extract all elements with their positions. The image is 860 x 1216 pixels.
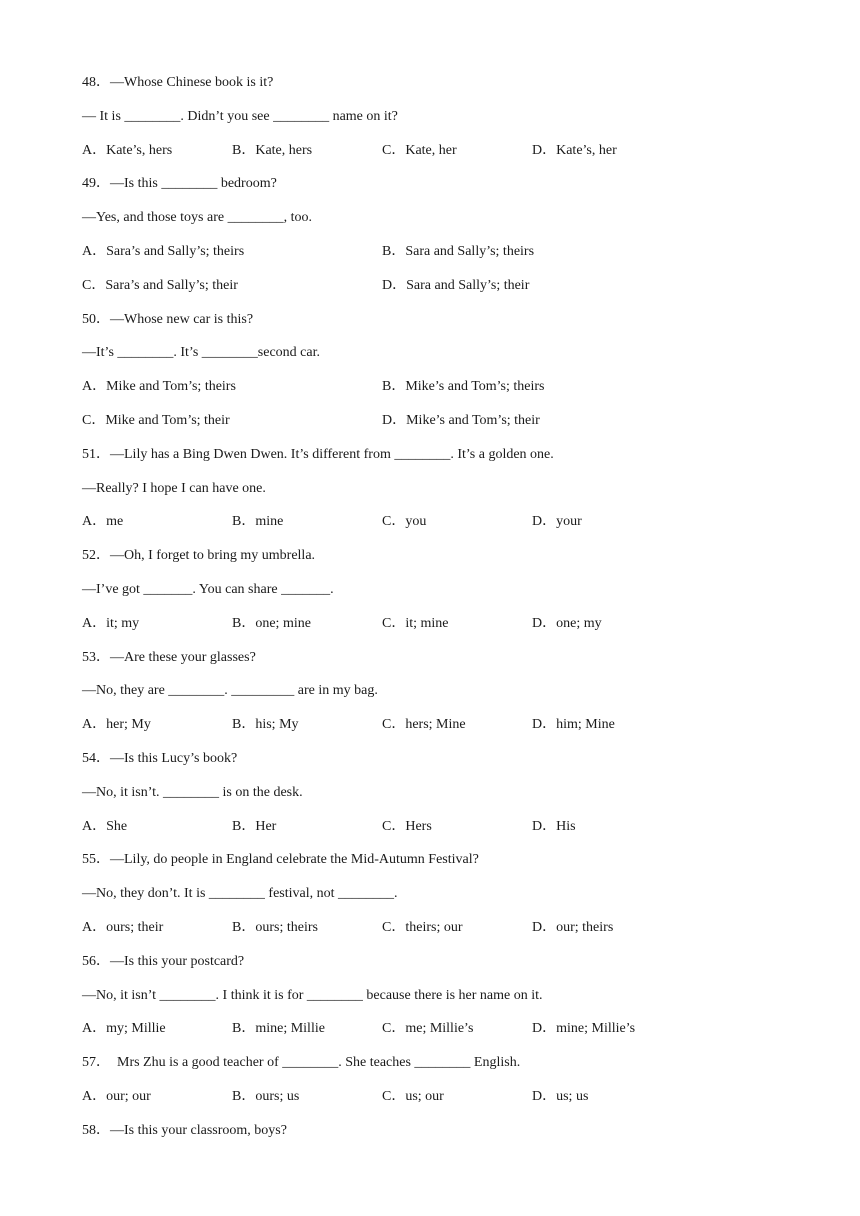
question-block <box>82 444 782 545</box>
question-number: 55． <box>82 852 110 868</box>
answer-option[interactable]: D．Sara and Sally’s; their <box>382 277 530 293</box>
answer-option[interactable]: A．my; Millie <box>82 1021 166 1037</box>
options-row <box>82 714 782 748</box>
question-number: 50． <box>82 311 110 327</box>
question-number: 54． <box>82 750 110 766</box>
question-stem-text: —Is this your postcard? <box>110 953 245 969</box>
question-number: 52． <box>82 548 110 564</box>
answer-option[interactable]: B．Her <box>232 818 277 834</box>
answer-option[interactable]: A．our; our <box>82 1088 151 1104</box>
exercise-page <box>82 72 782 1154</box>
options-row <box>82 410 782 444</box>
answer-option[interactable]: C．Mike and Tom’s; their <box>82 412 230 428</box>
question-stem <box>82 72 782 106</box>
answer-option[interactable]: A．Kate’s, hers <box>82 142 173 158</box>
question-block <box>82 173 782 308</box>
question-reply: —Really? I hope I can have one. <box>82 480 266 496</box>
answer-option[interactable]: C．Kate, her <box>382 142 457 158</box>
question-stem-text: —Are these your glasses? <box>110 649 256 665</box>
options-row <box>82 376 782 410</box>
answer-option[interactable]: A．Mike and Tom’s; theirs <box>82 379 236 395</box>
question-stem <box>82 849 782 883</box>
question-reply: —No, they are ________. _________ are in my bag. <box>82 683 378 699</box>
question-stem-text: —Whose Chinese book is it? <box>110 75 274 90</box>
answer-option[interactable]: D．mine; Millie’s <box>532 1021 636 1037</box>
answer-option[interactable]: A．me <box>82 514 124 530</box>
answer-option[interactable]: A．it; my <box>82 615 140 631</box>
answer-option[interactable]: D．him; Mine <box>532 717 615 733</box>
question-number: 48． <box>82 75 110 90</box>
question-number: 53． <box>82 649 110 665</box>
question-reply: — It is ________. Didn’t you see ________ name on it? <box>82 108 398 124</box>
answer-option[interactable]: B．his; My <box>232 717 299 733</box>
question-block <box>82 1120 782 1154</box>
question-reply: —No, it isn’t. ________ is on the desk. <box>82 784 303 800</box>
answer-option[interactable]: D．Mike’s and Tom’s; their <box>382 412 540 428</box>
question-stem <box>82 545 782 579</box>
question-block <box>82 849 782 950</box>
answer-option[interactable]: C．theirs; our <box>382 919 463 935</box>
options-row <box>82 1086 782 1120</box>
question-block <box>82 1052 782 1120</box>
question-stem-text: —Lily, do people in England celebrate the Mid-Autumn Festival? <box>110 852 479 868</box>
question-stem <box>82 309 782 343</box>
question-stem-text: —Lily has a Bing Dwen Dwen. It’s different from ________. It’s a golden one. <box>110 446 554 462</box>
options-row <box>82 1018 782 1052</box>
answer-option[interactable]: B．Mike’s and Tom’s; theirs <box>382 379 545 395</box>
question-block <box>82 951 782 1052</box>
question-number: 58． <box>82 1122 110 1138</box>
question-block <box>82 545 782 646</box>
answer-option[interactable]: B．ours; us <box>232 1088 300 1104</box>
question-block <box>82 748 782 849</box>
answer-option[interactable]: B．mine; Millie <box>232 1021 325 1037</box>
options-row <box>82 241 782 275</box>
question-stem <box>82 748 782 782</box>
answer-option[interactable]: A．Sara’s and Sally’s; theirs <box>82 243 245 259</box>
answer-option[interactable]: C．me; Millie’s <box>382 1021 474 1037</box>
question-stem-text: —Is this your classroom, boys? <box>110 1122 287 1138</box>
answer-option[interactable]: B．ours; theirs <box>232 919 318 935</box>
answer-option[interactable]: C．us; our <box>382 1088 444 1104</box>
answer-option[interactable]: B．Kate, hers <box>232 142 313 158</box>
question-stem-text: —Oh, I forget to bring my umbrella. <box>110 548 316 564</box>
question-reply: —It’s ________. It’s ________second car. <box>82 345 320 361</box>
options-row <box>82 140 782 174</box>
options-row <box>82 917 782 951</box>
question-stem <box>82 1120 782 1154</box>
answer-option[interactable]: D．Kate’s, her <box>532 142 617 158</box>
answer-option[interactable]: A．ours; their <box>82 919 164 935</box>
question-stem <box>82 173 782 207</box>
options-row <box>82 275 782 309</box>
question-stem <box>82 951 782 985</box>
options-row <box>82 613 782 647</box>
question-reply: —I’ve got _______. You can share _______. <box>82 581 334 597</box>
question-reply: —No, they don’t. It is ________ festival, not ________. <box>82 886 398 902</box>
question-number: 56． <box>82 953 110 969</box>
question-block <box>82 309 782 444</box>
question-number: 57． <box>82 1055 110 1071</box>
question-reply: —No, it isn’t ________. I think it is for ________ because there is her name on it. <box>82 987 543 1003</box>
answer-option[interactable]: C．Sara’s and Sally’s; their <box>82 277 238 293</box>
question-stem-text: —Is this Lucy’s book? <box>110 750 238 766</box>
answer-option[interactable]: A．her; My <box>82 717 151 733</box>
question-number: 49． <box>82 176 110 192</box>
options-row <box>82 816 782 850</box>
answer-option[interactable]: D．your <box>532 514 582 530</box>
answer-option[interactable]: B．one; mine <box>232 615 311 631</box>
answer-option[interactable]: D．His <box>532 818 576 834</box>
answer-option[interactable]: D．us; us <box>532 1088 589 1104</box>
answer-option[interactable]: B．Sara and Sally’s; theirs <box>382 243 535 259</box>
answer-option[interactable]: A．She <box>82 818 128 834</box>
question-block <box>82 72 782 173</box>
question-stem <box>82 1052 782 1086</box>
question-stem-text: —Whose new car is this? <box>110 311 254 327</box>
question-stem-text: —Is this ________ bedroom? <box>110 176 277 192</box>
options-row <box>82 511 782 545</box>
answer-option[interactable]: C．hers; Mine <box>382 717 466 733</box>
answer-option[interactable]: D．one; my <box>532 615 602 631</box>
answer-option[interactable]: C．it; mine <box>382 615 449 631</box>
question-stem-text: Mrs Zhu is a good teacher of ________. She teaches ________ English. <box>110 1055 521 1071</box>
question-stem <box>82 444 782 478</box>
answer-option[interactable]: B．mine <box>232 514 284 530</box>
question-stem <box>82 647 782 681</box>
question-reply: —Yes, and those toys are ________, too. <box>82 210 312 226</box>
answer-option[interactable]: C．Hers <box>382 818 432 834</box>
question-block <box>82 647 782 748</box>
question-number: 51． <box>82 446 110 462</box>
answer-option[interactable]: D．our; theirs <box>532 919 614 935</box>
answer-option[interactable]: C．you <box>382 514 427 530</box>
